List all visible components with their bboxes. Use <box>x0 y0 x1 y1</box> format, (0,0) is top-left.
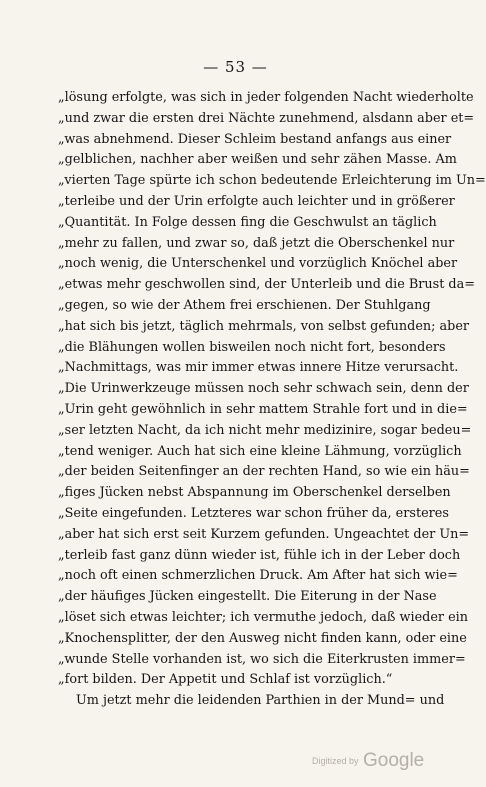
text-line: „der beiden Seitenfinger an der rechten Hand, so wie ein häu= <box>58 464 470 480</box>
text-line: „terleib fast ganz dünn wieder ist, fühle ich in der Leber doch <box>58 547 461 563</box>
text-line: „figes Jücken nebst Abspannung im Oberschenkel derselben <box>58 485 451 501</box>
text-line: „mehr zu fallen, und zwar so, daß jetzt die Oberschenkel nur <box>58 235 455 251</box>
text-line: „fort bilden. Der Appetit und Schlaf ist vorzüglich.“ <box>58 672 393 688</box>
page-number: — 53 — <box>203 58 268 76</box>
text-line: „Seite eingefunden. Letzteres war schon früher da, ersteres <box>58 505 449 521</box>
text-line: „Knochensplitter, der den Ausweg nicht finden kann, oder eine <box>58 630 467 646</box>
text-line: „Die Urinwerkzeuge müssen noch sehr schwach sein, denn der <box>58 381 469 397</box>
text-line: „aber hat sich erst seit Kurzem gefunden. Ungeachtet der Un= <box>58 526 470 542</box>
google-logo: Google <box>362 750 425 771</box>
text-line: „gegen, so wie der Athem frei erschienen. Der Stuhlgang <box>58 297 431 313</box>
text-line: „hat sich bis jetzt, täglich mehrmals, von selbst gefunden; aber <box>58 318 470 334</box>
page-body <box>58 88 486 712</box>
digitization-watermark <box>312 750 424 772</box>
text-line: „vierten Tage spürte ich schon bedeutende Erleichterung im Un= <box>58 173 486 189</box>
text-line: „lösung erfolgte, was sich in jeder folgenden Nacht wiederholte <box>58 90 474 105</box>
text-line: „noch wenig, die Unterschenkel und vorzüglich Knöchel aber <box>58 256 458 272</box>
text-line: „und zwar die ersten drei Nächte zunehmend, alsdann aber et= <box>58 110 475 126</box>
text-line: „Nachmittags, was mir immer etwas innere Hitze verursacht. <box>58 360 459 376</box>
text-line: „löset sich etwas leichter; ich vermuthe jedoch, daß wieder ein <box>58 609 469 625</box>
text-line: „die Blähungen wollen bisweilen noch nicht fort, besonders <box>58 339 446 355</box>
text-line: Um jetzt mehr die leidenden Parthien in der Mund= und <box>76 693 445 709</box>
watermark-prefix: Digitized by <box>312 756 359 766</box>
text-line: „ser letzten Nacht, da ich nicht mehr medizinire, sogar bedeu= <box>58 422 472 438</box>
text-line: „noch oft einen schmerzlichen Druck. Am After hat sich wie= <box>58 568 458 584</box>
text-line: „tend weniger. Auch hat sich eine kleine Lähmung, vorzüglich <box>58 443 462 459</box>
text-line: „wunde Stelle vorhanden ist, wo sich die Eiterkrusten immer= <box>58 651 466 667</box>
text-line: „der häufiges Jücken eingestellt. Die Eiterung in der Nase <box>58 589 437 605</box>
text-line: „gelblichen, nachher aber weißen und sehr zähen Masse. Am <box>58 152 457 168</box>
text-line: „Urin geht gewöhnlich in sehr mattem Strahle fort und in die= <box>58 401 468 417</box>
text-line: „etwas mehr geschwollen sind, der Unterleib und die Brust da= <box>58 277 475 293</box>
text-line: „was abnehmend. Dieser Schleim bestand anfangs aus einer <box>58 131 452 147</box>
text-line: „Quantität. In Folge dessen fing die Geschwulst an täglich <box>58 214 437 230</box>
text-line: „terleibe und der Urin erfolgte auch leichter und in größerer <box>58 193 455 209</box>
